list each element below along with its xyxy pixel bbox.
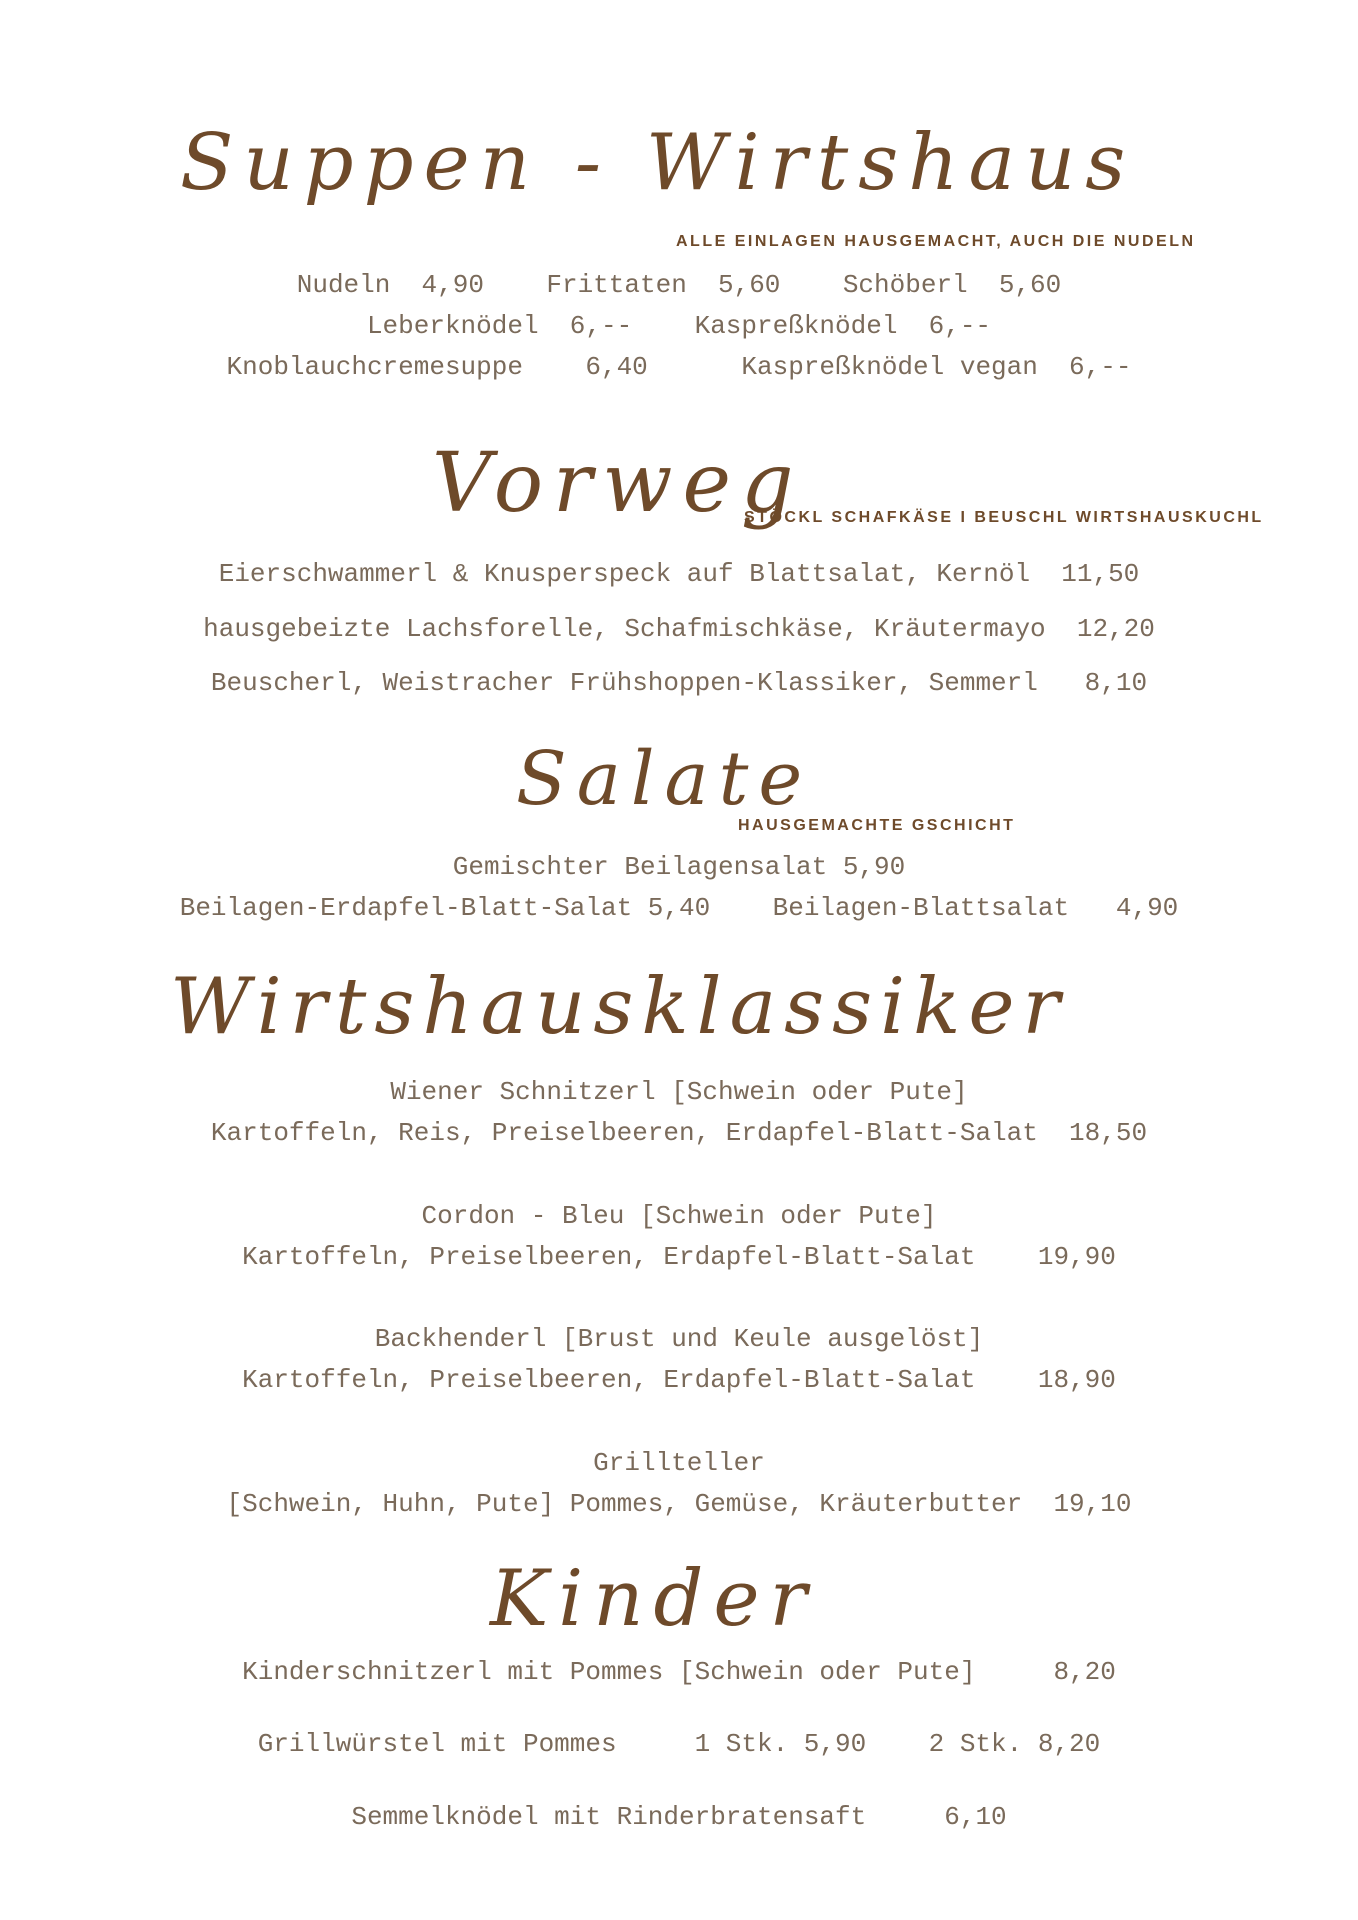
vorweg-heading: Vorweg bbox=[432, 436, 804, 531]
klassiker-line-2: Kartoffeln, Reis, Preiselbeeren, Erdapfel-Blatt-Salat 18,50 bbox=[210, 1118, 1148, 1148]
salate-heading: Salate bbox=[516, 736, 813, 822]
vorweg-subtitle: STÖCKL SCHAFKÄSE I BEUSCHL WIRTSHAUSKUCHL bbox=[744, 509, 1264, 526]
salate-line-1: Gemischter Beilagensalat 5,90 bbox=[452, 852, 906, 882]
suppen-heading: Suppen - Wirtshaus bbox=[180, 118, 1136, 208]
suppen-subtitle: ALLE EINLAGEN HAUSGEMACHT, AUCH DIE NUDELN bbox=[676, 233, 1196, 250]
salate-line-2: Beilagen-Erdapfel-Blatt-Salat 5,40 Beilagen-Blattsalat 4,90 bbox=[179, 893, 1179, 923]
suppen-line-2: Leberknödel 6,-- Kaspreßknödel 6,-- bbox=[366, 311, 992, 341]
kinder-line-2: Grillwürstel mit Pommes 1 Stk. 5,90 2 Stk. 8,20 bbox=[257, 1729, 1101, 1759]
kinder-line-3: Semmelknödel mit Rinderbratensaft 6,10 bbox=[351, 1802, 1007, 1832]
klassiker-line-3: Cordon - Bleu [Schwein oder Pute] bbox=[421, 1201, 937, 1231]
klassiker-line-7: Grillteller bbox=[593, 1448, 765, 1478]
klassiker-heading: Wirtshausklassiker bbox=[170, 962, 1068, 1052]
kinder-line-1: Kinderschnitzerl mit Pommes [Schwein oder Pute] 8,20 bbox=[242, 1657, 1116, 1687]
suppen-line-1: Nudeln 4,90 Frittaten 5,60 Schöberl 5,60 bbox=[296, 270, 1062, 300]
klassiker-line-1: Wiener Schnitzerl [Schwein oder Pute] bbox=[390, 1077, 968, 1107]
klassiker-line-5: Backhenderl [Brust und Keule ausgelöst] bbox=[374, 1324, 984, 1354]
klassiker-line-6: Kartoffeln, Preiselbeeren, Erdapfel-Blatt-Salat 18,90 bbox=[242, 1365, 1116, 1395]
vorweg-line-1: Eierschwammerl & Knusperspeck auf Blattsalat, Kernöl 11,50 bbox=[218, 559, 1140, 589]
vorweg-line-3: Beuscherl, Weistracher Frühshoppen-Klassiker, Semmerl 8,10 bbox=[210, 668, 1148, 698]
kinder-heading: Kinder bbox=[490, 1554, 817, 1644]
klassiker-line-8: [Schwein, Huhn, Pute] Pommes, Gemüse, Kräuterbutter 19,10 bbox=[226, 1489, 1132, 1519]
salate-subtitle: HAUSGEMACHTE GSCHICHT bbox=[738, 817, 1016, 834]
klassiker-line-4: Kartoffeln, Preiselbeeren, Erdapfel-Blatt-Salat 19,90 bbox=[242, 1242, 1116, 1272]
suppen-line-3: Knoblauchcremesuppe 6,40 Kaspreßknödel vegan 6,-- bbox=[226, 352, 1132, 382]
vorweg-line-2: hausgebeizte Lachsforelle, Schafmischkäse, Kräutermayo 12,20 bbox=[203, 614, 1155, 644]
